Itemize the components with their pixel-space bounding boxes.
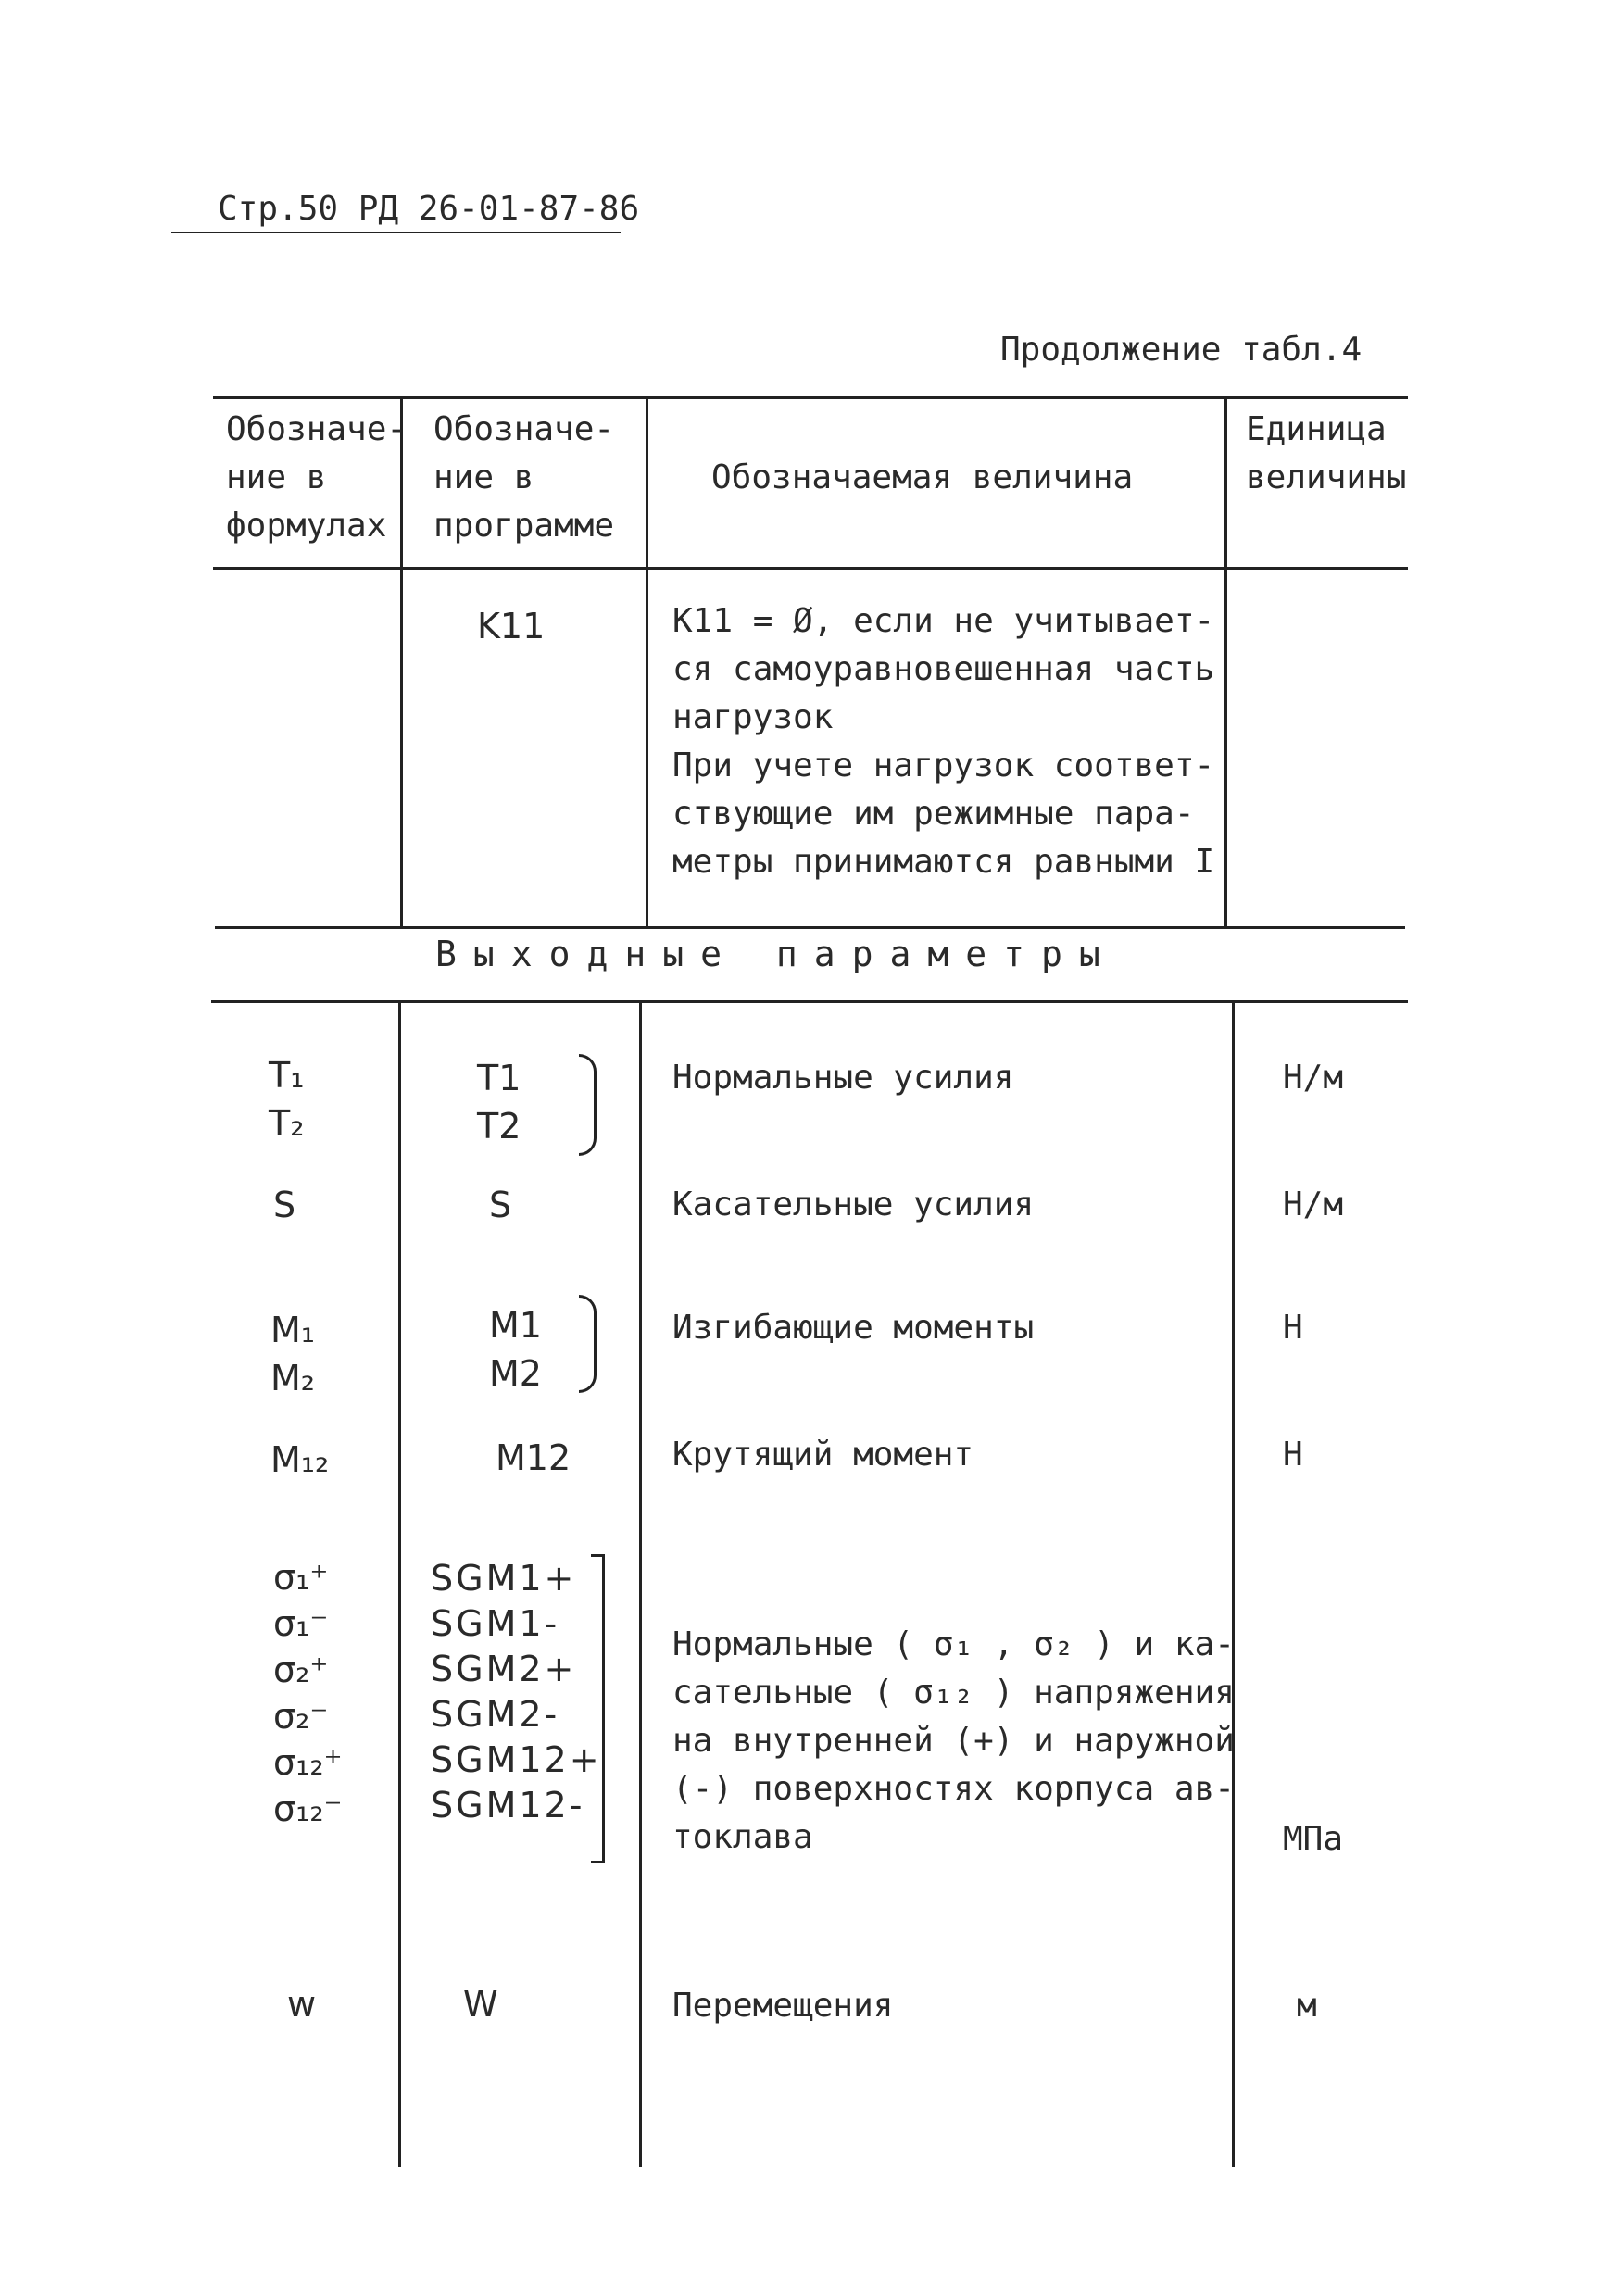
row-unit-m: Н <box>1283 1309 1303 1347</box>
row-program-m: M1 M2 <box>489 1305 542 1394</box>
col-divider-1-lower <box>398 1000 401 2167</box>
row-unit-stress: МПа <box>1283 1820 1344 1858</box>
row-formula-t: T₁ T₂ <box>269 1055 305 1144</box>
page-header: Стр.50 РД 26-01-87-86 <box>218 190 640 228</box>
k11-description: K11 = Ø, если не учитывает- ся самоуравновешенная часть нагрузок При учете нагрузок соответ- ствующие им режимные пара- метры принимаются равными I <box>672 602 1215 881</box>
row-program-t: T1 T2 <box>477 1058 521 1147</box>
row-description-w: Перемещения <box>672 1987 894 2025</box>
col-divider-3-lower <box>1232 1000 1235 2167</box>
row-program-w: W <box>463 1984 498 2025</box>
row-formula-s: S <box>273 1185 296 1225</box>
section-bottom-border <box>211 1000 1408 1003</box>
row-formula-m12: M₁₂ <box>270 1439 330 1480</box>
header-underline <box>171 232 621 233</box>
row-description-t: Нормальные усилия <box>672 1059 1014 1097</box>
header-bottom-border <box>213 567 1408 570</box>
brace-m <box>579 1295 597 1393</box>
col-header-unit: Единица величины <box>1246 410 1407 496</box>
row-program-s: S <box>489 1185 512 1225</box>
row-description-stress: Нормальные ( σ₁ , σ₂ ) и ка- сательные ( σ₁₂ ) напряжения на внутренней (+) и наружной (-) поверхностях корпуса ав- токлава <box>672 1625 1235 1856</box>
row-formula-stress: σ₁⁺ σ₁⁻ σ₂⁺ σ₂⁻ σ₁₂⁺ σ₁₂⁻ <box>273 1557 343 1829</box>
bracket-stress <box>591 1554 605 1863</box>
row-program-m12: M12 <box>496 1437 571 1478</box>
col-header-program: Обозначе- ние в программе <box>433 410 615 545</box>
col-header-formula: Обозначе- ние в формулах <box>226 410 408 545</box>
table-top-border <box>213 396 1408 399</box>
row-unit-t: Н/м <box>1283 1059 1344 1097</box>
row-unit-m12: Н <box>1283 1436 1303 1474</box>
row-unit-s: Н/м <box>1283 1186 1344 1223</box>
row-description-m: Изгибающие моменты <box>672 1309 1035 1347</box>
section-title: Выходные параметры <box>435 934 1117 974</box>
row-description-s: Касательные усилия <box>672 1186 1035 1223</box>
col-divider-3-upper <box>1224 396 1227 926</box>
col-header-quantity: Обозначаемая величина <box>711 458 1134 496</box>
row-program-stress: SGM1+ SGM1- SGM2+ SGM2- SGM12+ SGM12- <box>431 1558 602 1826</box>
col-divider-2-lower <box>639 1000 642 2167</box>
row-description-m12: Крутящий момент <box>672 1436 974 1474</box>
k11-program-name: K11 <box>477 606 546 646</box>
row-unit-w: м <box>1297 1987 1317 2025</box>
col-divider-2-upper <box>646 396 648 926</box>
brace-t <box>579 1054 597 1156</box>
table-caption: Продолжение табл.4 <box>1000 331 1363 369</box>
k11-row-bottom-border <box>215 926 1405 929</box>
row-formula-m: M₁ M₂ <box>270 1310 316 1399</box>
row-formula-w: w <box>287 1984 317 2025</box>
